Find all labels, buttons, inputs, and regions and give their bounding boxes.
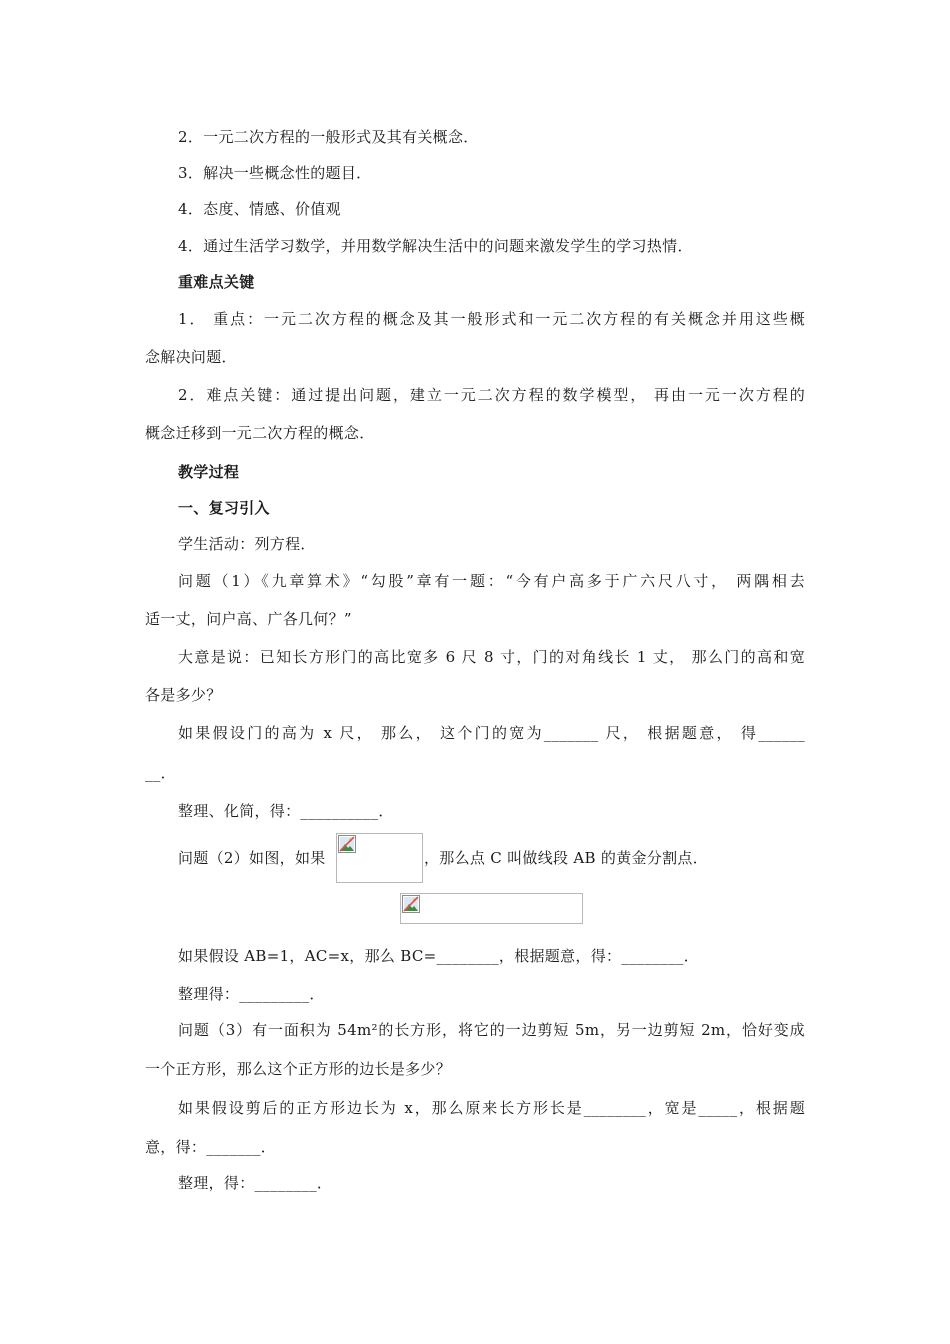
problem-1-meaning-line1: 大意是说：已知长方形门的高比宽多 6 尺 8 寸，门的对角线长 1 丈， 那么门的高和宽 (178, 648, 805, 666)
key-point-1-line1: 1． 重点：一元二次方程的概念及其一般形式和一元二次方程的有关概念并用这些概 (178, 310, 805, 328)
problem-3-organize: 整理，得：________． (178, 1174, 333, 1192)
objective-4-heading: 4．态度、情感、价值观 (178, 200, 341, 218)
problem-3-line1: 问题（3）有一面积为 54m²的长方形，将它的一边剪短 5m，另一边剪短 2m，恰好变成 (178, 1021, 805, 1039)
key-point-2-line2: 概念迁移到一元二次方程的概念． (145, 424, 375, 442)
problem-1-line2: 适一丈，问户高、广各几何？” (145, 610, 352, 628)
formula-image-placeholder (336, 833, 423, 883)
section-heading-review: 一、复习引入 (178, 499, 270, 517)
key-point-2-line1: 2．难点关键：通过提出问题，建立一元二次方程的数学模型， 再由一元一次方程的 (178, 386, 805, 404)
objective-2: 2．一元二次方程的一般形式及其有关概念． (178, 128, 479, 146)
problem-2-setup: 如果假设 AB=1，AC=x，那么 BC=________，根据题意，得：________． (178, 947, 699, 965)
problem-1-setup-line1: 如果假设门的高为 x 尺， 那么， 这个门的宽为_______ 尺， 根据题意， 得______ (178, 724, 805, 742)
objective-3: 3．解决一些概念性的题目． (178, 164, 372, 182)
key-point-1-line2: 念解决问题． (145, 348, 237, 366)
problem-2-intro: 问题（2）如图，如果 (178, 849, 326, 867)
problem-2-golden-section: ，那么点 C 叫做线段 AB 的黄金分割点． (424, 849, 709, 867)
problem-1-simplify: 整理、化简，得：__________． (178, 802, 394, 820)
problem-1-line1: 问题（1）《九章算术》“勾股”章有一题：“今有户高多于广六尺八寸， 两隅相去 (178, 572, 805, 590)
section-heading-key-points: 重难点关键 (178, 273, 255, 291)
problem-3-setup-line1: 如果假设剪后的正方形边长为 x，那么原来长方形长是________，宽是_____，根据题 (178, 1099, 805, 1117)
problem-1-meaning-line2: 各是多少？ (145, 686, 222, 704)
line-segment-figure-placeholder (400, 893, 583, 924)
student-activity: 学生活动：列方程． (178, 535, 316, 553)
problem-3-line2: 一个正方形，那么这个正方形的边长是多少？ (145, 1060, 452, 1078)
problem-2-organize: 整理得：_________． (178, 985, 325, 1003)
problem-1-setup-line2: __． (145, 764, 176, 782)
problem-3-setup-line2: 意，得：_______． (145, 1138, 277, 1156)
section-heading-teaching-process: 教学过程 (178, 463, 240, 481)
objective-4-detail: 4．通过生活学习数学，并用数学解决生活中的问题来激发学生的学习热情． (178, 237, 693, 255)
broken-image-icon (338, 835, 356, 853)
broken-image-icon (402, 895, 420, 913)
